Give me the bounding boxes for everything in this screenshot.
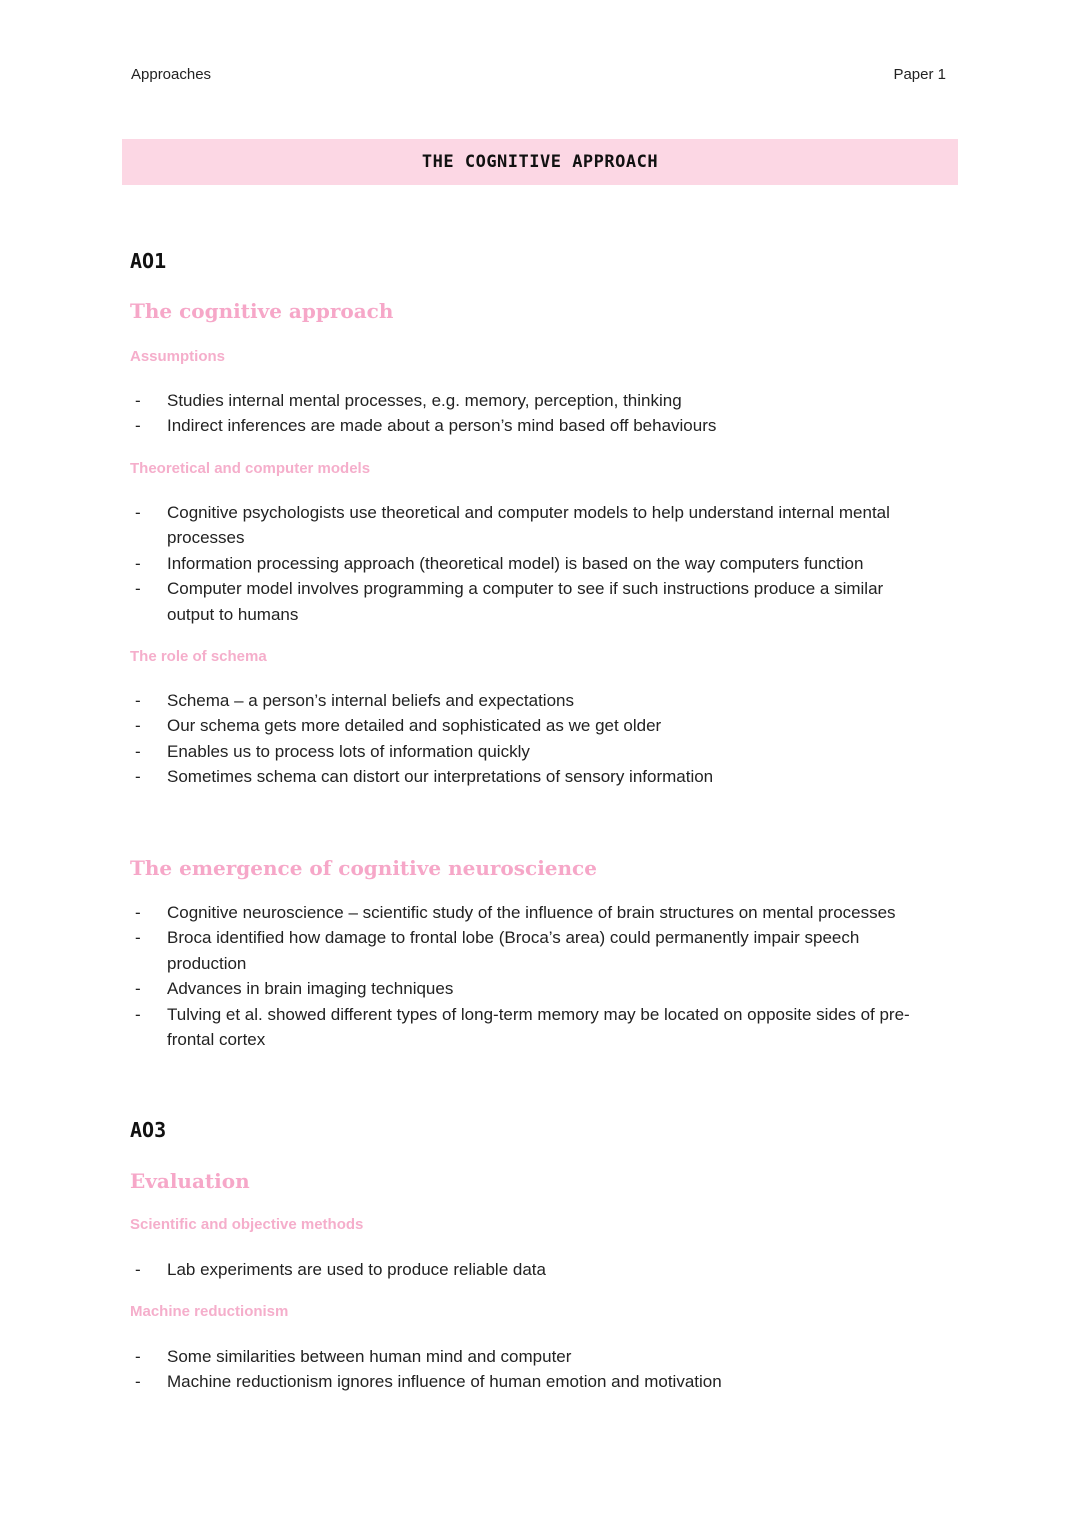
list-item: - Broca identified how damage to frontal lobe (Broca’s area) could permanently impair speech production (0, 925, 927, 976)
neuroscience-list (0, 900, 1080, 1052)
list-item: - Computer model involves programming a computer to see if such instructions produce a similar output to humans (0, 576, 927, 627)
assumptions-list (0, 388, 1080, 439)
list-item: - Cognitive neuroscience – scientific study of the influence of brain structures on mental processes (0, 900, 927, 925)
header-right: Paper 1 (893, 66, 946, 83)
page-title: THE COGNITIVE APPROACH (421, 152, 659, 172)
reductionism-heading: Machine reductionism (130, 1303, 289, 1320)
header-left: Approaches (131, 66, 212, 83)
list-item: - Sometimes schema can distort our interpretations of sensory information (0, 764, 927, 789)
list-item: - Our schema gets more detailed and sophisticated as we get older (0, 713, 927, 738)
list-item: - Some similarities between human mind and computer (0, 1344, 927, 1369)
scientific-heading: Scientific and objective methods (130, 1216, 364, 1233)
assumptions-heading: Assumptions (130, 348, 226, 365)
schema-heading: The role of schema (130, 648, 267, 665)
approach-heading: The cognitive approach (130, 299, 394, 323)
schema-list (0, 688, 1080, 790)
models-list (0, 500, 1080, 627)
list-item: - Advances in brain imaging techniques (0, 976, 927, 1001)
ao1-label: AO1 (130, 249, 167, 273)
list-item: - Studies internal mental processes, e.g. memory, perception, thinking (0, 388, 927, 413)
list-item: - Schema – a person’s internal beliefs and expectations (0, 688, 927, 713)
title-band (122, 139, 958, 185)
list-item: - Tulving et al. showed different types of long-term memory may be located on opposite sides of pre-frontal cortex (0, 1002, 927, 1053)
reductionism-list (0, 1344, 1080, 1395)
list-item: - Enables us to process lots of information quickly (0, 739, 927, 764)
list-item: - Machine reductionism ignores influence of human emotion and motivation (0, 1369, 927, 1394)
scientific-list (0, 1257, 1080, 1282)
list-item: - Information processing approach (theoretical model) is based on the way computers function (0, 551, 927, 576)
models-heading: Theoretical and computer models (130, 460, 371, 477)
evaluation-heading: Evaluation (130, 1169, 250, 1193)
list-item: - Indirect inferences are made about a person’s mind based off behaviours (0, 413, 927, 438)
list-item: - Lab experiments are used to produce reliable data (0, 1257, 927, 1282)
list-item: - Cognitive psychologists use theoretical and computer models to help understand internal mental processes (0, 500, 927, 551)
ao3-label: AO3 (130, 1118, 167, 1142)
neuroscience-heading: The emergence of cognitive neuroscience (130, 856, 597, 880)
